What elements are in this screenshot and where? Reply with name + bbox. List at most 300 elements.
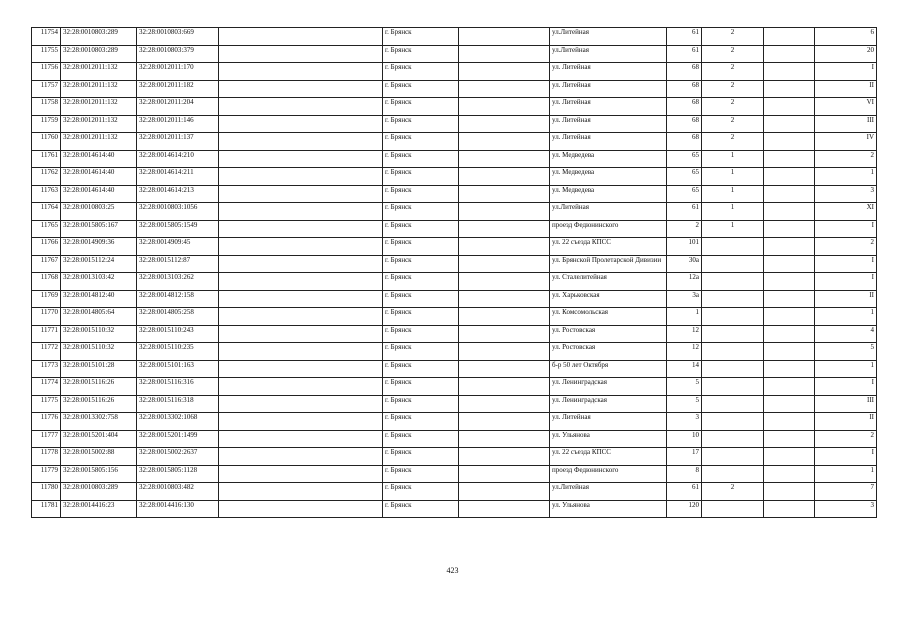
letter-cell xyxy=(764,290,815,308)
premises-number-cell: I xyxy=(815,273,877,291)
building-cell: 1 xyxy=(702,220,764,238)
table-row xyxy=(32,115,877,133)
house-number-cell: 65 xyxy=(667,185,702,203)
row-number-cell: 11765 xyxy=(32,220,61,238)
street-cell: ул. Комсомольская xyxy=(550,308,667,326)
district-cell xyxy=(459,203,550,221)
cadastral-number-cell: 32:28:0010803:482 xyxy=(137,483,219,501)
table-row xyxy=(32,28,877,46)
street-cell: ул. Литейная xyxy=(550,98,667,116)
house-number-cell: 65 xyxy=(667,150,702,168)
premises-number-cell: 6 xyxy=(815,28,877,46)
building-cell xyxy=(702,255,764,273)
object-name-cell xyxy=(219,168,383,186)
letter-cell xyxy=(764,220,815,238)
city-cell: г. Брянск xyxy=(383,150,459,168)
house-number-cell: 10 xyxy=(667,430,702,448)
table-row xyxy=(32,325,877,343)
district-cell xyxy=(459,80,550,98)
cadastral-number-parent-cell: 32:28:0013103:42 xyxy=(61,273,137,291)
letter-cell xyxy=(764,203,815,221)
street-cell: ул. 22 съезда КПСС xyxy=(550,238,667,256)
city-cell: г. Брянск xyxy=(383,448,459,466)
building-cell: 2 xyxy=(702,28,764,46)
cadastral-number-cell: 32:28:0010803:669 xyxy=(137,28,219,46)
building-cell: 1 xyxy=(702,168,764,186)
letter-cell xyxy=(764,150,815,168)
table-row xyxy=(32,63,877,81)
object-name-cell xyxy=(219,115,383,133)
building-cell xyxy=(702,360,764,378)
table-row xyxy=(32,500,877,518)
building-cell: 2 xyxy=(702,80,764,98)
cadastral-number-parent-cell: 32:28:0014805:64 xyxy=(61,308,137,326)
cadastral-number-parent-cell: 32:28:0015116:26 xyxy=(61,395,137,413)
district-cell xyxy=(459,185,550,203)
cadastral-number-parent-cell: 32:28:0015110:32 xyxy=(61,325,137,343)
building-cell: 2 xyxy=(702,483,764,501)
table-row xyxy=(32,430,877,448)
object-name-cell xyxy=(219,255,383,273)
premises-number-cell: 2 xyxy=(815,238,877,256)
cadastral-number-parent-cell: 32:28:0015805:167 xyxy=(61,220,137,238)
table-row xyxy=(32,413,877,431)
district-cell xyxy=(459,28,550,46)
house-number-cell: 2 xyxy=(667,220,702,238)
cadastral-number-cell: 32:28:0014614:210 xyxy=(137,150,219,168)
city-cell: г. Брянск xyxy=(383,500,459,518)
house-number-cell: 68 xyxy=(667,63,702,81)
table-row xyxy=(32,168,877,186)
building-cell: 2 xyxy=(702,63,764,81)
building-cell xyxy=(702,325,764,343)
cadastral-number-parent-cell: 32:28:0014812:40 xyxy=(61,290,137,308)
object-name-cell xyxy=(219,150,383,168)
table-row xyxy=(32,483,877,501)
house-number-cell: 68 xyxy=(667,115,702,133)
letter-cell xyxy=(764,255,815,273)
street-cell: ул. Ленинградская xyxy=(550,395,667,413)
street-cell: ул. Харьковская xyxy=(550,290,667,308)
letter-cell xyxy=(764,45,815,63)
house-number-cell: 5 xyxy=(667,378,702,396)
cadastral-number-parent-cell: 32:28:0015110:32 xyxy=(61,343,137,361)
premises-number-cell: 1 xyxy=(815,360,877,378)
street-cell: ул. Литейная xyxy=(550,80,667,98)
table-row xyxy=(32,238,877,256)
row-number-cell: 11757 xyxy=(32,80,61,98)
object-name-cell xyxy=(219,203,383,221)
cadastral-number-parent-cell: 32:28:0014614:40 xyxy=(61,185,137,203)
letter-cell xyxy=(764,185,815,203)
cadastral-number-parent-cell: 32:28:0012011:132 xyxy=(61,63,137,81)
city-cell: г. Брянск xyxy=(383,395,459,413)
district-cell xyxy=(459,45,550,63)
table-row xyxy=(32,343,877,361)
row-number-cell: 11763 xyxy=(32,185,61,203)
cadastral-number-parent-cell: 32:28:0014909:36 xyxy=(61,238,137,256)
letter-cell xyxy=(764,98,815,116)
premises-number-cell: 20 xyxy=(815,45,877,63)
table-row xyxy=(32,308,877,326)
page-number: 423 xyxy=(446,566,459,575)
district-cell xyxy=(459,220,550,238)
building-cell: 1 xyxy=(702,150,764,168)
district-cell xyxy=(459,115,550,133)
cadastral-number-parent-cell: 32:28:0015116:26 xyxy=(61,378,137,396)
cadastral-number-cell: 32:28:0014416:130 xyxy=(137,500,219,518)
street-cell: ул.Литейная xyxy=(550,45,667,63)
letter-cell xyxy=(764,28,815,46)
building-cell xyxy=(702,413,764,431)
object-name-cell xyxy=(219,273,383,291)
building-cell xyxy=(702,238,764,256)
object-name-cell xyxy=(219,133,383,151)
cadastral-number-cell: 32:28:0014614:213 xyxy=(137,185,219,203)
object-name-cell xyxy=(219,63,383,81)
street-cell: проезд Федюнинского xyxy=(550,220,667,238)
district-cell xyxy=(459,448,550,466)
house-number-cell: 120 xyxy=(667,500,702,518)
cadastral-number-parent-cell: 32:28:0012011:132 xyxy=(61,98,137,116)
city-cell: г. Брянск xyxy=(383,290,459,308)
row-number-cell: 11771 xyxy=(32,325,61,343)
building-cell: 2 xyxy=(702,98,764,116)
city-cell: г. Брянск xyxy=(383,343,459,361)
object-name-cell xyxy=(219,220,383,238)
street-cell: ул. Ульянова xyxy=(550,500,667,518)
house-number-cell: 30а xyxy=(667,255,702,273)
row-number-cell: 11761 xyxy=(32,150,61,168)
object-name-cell xyxy=(219,483,383,501)
house-number-cell: 17 xyxy=(667,448,702,466)
object-name-cell xyxy=(219,378,383,396)
street-cell: ул.Литейная xyxy=(550,203,667,221)
row-number-cell: 11779 xyxy=(32,465,61,483)
street-cell: ул. Ульянова xyxy=(550,430,667,448)
street-cell: ул. Литейная xyxy=(550,63,667,81)
cadastral-number-cell: 32:28:0015201:1499 xyxy=(137,430,219,448)
street-cell: ул. 22 съезда КПСС xyxy=(550,448,667,466)
table-body xyxy=(32,28,877,518)
city-cell: г. Брянск xyxy=(383,80,459,98)
premises-number-cell: XI xyxy=(815,203,877,221)
district-cell xyxy=(459,465,550,483)
city-cell: г. Брянск xyxy=(383,168,459,186)
city-cell: г. Брянск xyxy=(383,98,459,116)
premises-number-cell: 5 xyxy=(815,343,877,361)
letter-cell xyxy=(764,238,815,256)
premises-number-cell: III xyxy=(815,395,877,413)
premises-number-cell: IV xyxy=(815,133,877,151)
cadastral-number-parent-cell: 32:28:0010803:289 xyxy=(61,483,137,501)
house-number-cell: 3а xyxy=(667,290,702,308)
premises-number-cell: 1 xyxy=(815,168,877,186)
city-cell: г. Брянск xyxy=(383,238,459,256)
building-cell xyxy=(702,395,764,413)
district-cell xyxy=(459,63,550,81)
city-cell: г. Брянск xyxy=(383,133,459,151)
house-number-cell: 61 xyxy=(667,28,702,46)
table-row xyxy=(32,448,877,466)
cadastral-number-cell: 32:28:0014812:158 xyxy=(137,290,219,308)
district-cell xyxy=(459,378,550,396)
street-cell: ул. Медведева xyxy=(550,168,667,186)
district-cell xyxy=(459,413,550,431)
letter-cell xyxy=(764,308,815,326)
cadastral-number-parent-cell: 32:28:0010803:289 xyxy=(61,28,137,46)
house-number-cell: 8 xyxy=(667,465,702,483)
cadastral-number-cell: 32:28:0015116:316 xyxy=(137,378,219,396)
cadastral-number-cell: 32:28:0012011:182 xyxy=(137,80,219,98)
building-cell xyxy=(702,308,764,326)
city-cell: г. Брянск xyxy=(383,430,459,448)
cadastral-number-parent-cell: 32:28:0012011:132 xyxy=(61,115,137,133)
district-cell xyxy=(459,483,550,501)
row-number-cell: 11778 xyxy=(32,448,61,466)
cadastral-number-cell: 32:28:0014614:211 xyxy=(137,168,219,186)
premises-number-cell: VI xyxy=(815,98,877,116)
street-cell: ул.Литейная xyxy=(550,483,667,501)
house-number-cell: 61 xyxy=(667,45,702,63)
object-name-cell xyxy=(219,500,383,518)
district-cell xyxy=(459,360,550,378)
premises-number-cell: 3 xyxy=(815,500,877,518)
house-number-cell: 1 xyxy=(667,308,702,326)
cadastral-number-parent-cell: 32:28:0015805:156 xyxy=(61,465,137,483)
cadastral-number-parent-cell: 32:28:0013302:758 xyxy=(61,413,137,431)
street-cell: ул. Ростовская xyxy=(550,343,667,361)
object-name-cell xyxy=(219,360,383,378)
object-name-cell xyxy=(219,238,383,256)
letter-cell xyxy=(764,273,815,291)
cadastral-number-parent-cell: 32:28:0014416:23 xyxy=(61,500,137,518)
row-number-cell: 11769 xyxy=(32,290,61,308)
premises-number-cell: 2 xyxy=(815,150,877,168)
cadastral-number-cell: 32:28:0015002:2637 xyxy=(137,448,219,466)
row-number-cell: 11754 xyxy=(32,28,61,46)
cadastral-number-cell: 32:28:0012011:170 xyxy=(137,63,219,81)
cadastral-number-parent-cell: 32:28:0010803:25 xyxy=(61,203,137,221)
building-cell: 1 xyxy=(702,203,764,221)
cadastral-number-cell: 32:28:0010803:1056 xyxy=(137,203,219,221)
street-cell: ул. Ленинградская xyxy=(550,378,667,396)
district-cell xyxy=(459,273,550,291)
premises-number-cell: II xyxy=(815,290,877,308)
street-cell: ул.Литейная xyxy=(550,28,667,46)
row-number-cell: 11759 xyxy=(32,115,61,133)
district-cell xyxy=(459,133,550,151)
table-row xyxy=(32,133,877,151)
object-name-cell xyxy=(219,325,383,343)
letter-cell xyxy=(764,395,815,413)
street-cell: ул. Ростовская xyxy=(550,325,667,343)
row-number-cell: 11766 xyxy=(32,238,61,256)
object-name-cell xyxy=(219,185,383,203)
house-number-cell: 101 xyxy=(667,238,702,256)
district-cell xyxy=(459,343,550,361)
letter-cell xyxy=(764,168,815,186)
cadastral-number-cell: 32:28:0012011:137 xyxy=(137,133,219,151)
city-cell: г. Брянск xyxy=(383,465,459,483)
district-cell xyxy=(459,308,550,326)
letter-cell xyxy=(764,483,815,501)
cadastral-number-parent-cell: 32:28:0012011:132 xyxy=(61,80,137,98)
house-number-cell: 12 xyxy=(667,325,702,343)
letter-cell xyxy=(764,448,815,466)
table-row xyxy=(32,290,877,308)
city-cell: г. Брянск xyxy=(383,255,459,273)
street-cell: ул. Медведева xyxy=(550,150,667,168)
row-number-cell: 11772 xyxy=(32,343,61,361)
cadastral-number-parent-cell: 32:28:0015112:24 xyxy=(61,255,137,273)
district-cell xyxy=(459,290,550,308)
table-row xyxy=(32,185,877,203)
cadastral-number-parent-cell: 32:28:0014614:40 xyxy=(61,150,137,168)
cadastral-number-cell: 32:28:0015112:87 xyxy=(137,255,219,273)
cadastral-number-cell: 32:28:0015110:235 xyxy=(137,343,219,361)
premises-number-cell: I xyxy=(815,220,877,238)
cadastral-number-cell: 32:28:0014805:258 xyxy=(137,308,219,326)
house-number-cell: 65 xyxy=(667,168,702,186)
city-cell: г. Брянск xyxy=(383,378,459,396)
street-cell: ул. Литейная xyxy=(550,133,667,151)
table-row xyxy=(32,395,877,413)
table-row xyxy=(32,255,877,273)
building-cell xyxy=(702,273,764,291)
premises-number-cell: 3 xyxy=(815,185,877,203)
city-cell: г. Брянск xyxy=(383,360,459,378)
cadastral-number-parent-cell: 32:28:0015002:88 xyxy=(61,448,137,466)
building-cell: 2 xyxy=(702,115,764,133)
cadastral-number-cell: 32:28:0012011:204 xyxy=(137,98,219,116)
street-cell: б-р 50 лет Октября xyxy=(550,360,667,378)
house-number-cell: 61 xyxy=(667,203,702,221)
premises-number-cell: I xyxy=(815,448,877,466)
premises-number-cell: I xyxy=(815,378,877,396)
district-cell xyxy=(459,325,550,343)
letter-cell xyxy=(764,413,815,431)
row-number-cell: 11762 xyxy=(32,168,61,186)
cadastral-number-cell: 32:28:0015116:318 xyxy=(137,395,219,413)
premises-number-cell: I xyxy=(815,255,877,273)
building-cell: 1 xyxy=(702,185,764,203)
district-cell xyxy=(459,500,550,518)
row-number-cell: 11776 xyxy=(32,413,61,431)
table-row xyxy=(32,98,877,116)
letter-cell xyxy=(764,63,815,81)
cadastral-number-cell: 32:28:0013302:1068 xyxy=(137,413,219,431)
row-number-cell: 11777 xyxy=(32,430,61,448)
row-number-cell: 11768 xyxy=(32,273,61,291)
house-number-cell: 12 xyxy=(667,343,702,361)
table-row xyxy=(32,150,877,168)
cadastral-number-cell: 32:28:0015101:163 xyxy=(137,360,219,378)
building-cell: 2 xyxy=(702,45,764,63)
city-cell: г. Брянск xyxy=(383,273,459,291)
object-name-cell xyxy=(219,98,383,116)
letter-cell xyxy=(764,430,815,448)
cadastral-number-cell: 32:28:0010803:379 xyxy=(137,45,219,63)
table-row xyxy=(32,378,877,396)
cadastral-number-parent-cell: 32:28:0010803:289 xyxy=(61,45,137,63)
object-name-cell xyxy=(219,28,383,46)
building-cell: 2 xyxy=(702,133,764,151)
building-cell xyxy=(702,500,764,518)
premises-number-cell: I xyxy=(815,63,877,81)
cadastral-number-cell: 32:28:0015110:243 xyxy=(137,325,219,343)
city-cell: г. Брянск xyxy=(383,28,459,46)
building-cell xyxy=(702,378,764,396)
row-number-cell: 11773 xyxy=(32,360,61,378)
letter-cell xyxy=(764,360,815,378)
city-cell: г. Брянск xyxy=(383,483,459,501)
street-cell: ул. Литейная xyxy=(550,115,667,133)
premises-number-cell: 1 xyxy=(815,465,877,483)
house-number-cell: 14 xyxy=(667,360,702,378)
letter-cell xyxy=(764,465,815,483)
object-name-cell xyxy=(219,45,383,63)
row-number-cell: 11770 xyxy=(32,308,61,326)
building-cell xyxy=(702,465,764,483)
street-cell: ул. Литейная xyxy=(550,413,667,431)
object-name-cell xyxy=(219,465,383,483)
house-number-cell: 3 xyxy=(667,413,702,431)
district-cell xyxy=(459,238,550,256)
district-cell xyxy=(459,255,550,273)
row-number-cell: 11781 xyxy=(32,500,61,518)
cadastral-number-cell: 32:28:0015805:1128 xyxy=(137,465,219,483)
street-cell: ул. Сталелитейная xyxy=(550,273,667,291)
table-row xyxy=(32,273,877,291)
row-number-cell: 11774 xyxy=(32,378,61,396)
premises-number-cell: 1 xyxy=(815,308,877,326)
house-number-cell: 68 xyxy=(667,133,702,151)
register-table xyxy=(31,27,877,518)
house-number-cell: 5 xyxy=(667,395,702,413)
letter-cell xyxy=(764,343,815,361)
letter-cell xyxy=(764,133,815,151)
object-name-cell xyxy=(219,430,383,448)
cadastral-number-parent-cell: 32:28:0012011:132 xyxy=(61,133,137,151)
table-row xyxy=(32,80,877,98)
letter-cell xyxy=(764,80,815,98)
cadastral-number-parent-cell: 32:28:0014614:40 xyxy=(61,168,137,186)
city-cell: г. Брянск xyxy=(383,115,459,133)
row-number-cell: 11756 xyxy=(32,63,61,81)
building-cell xyxy=(702,290,764,308)
city-cell: г. Брянск xyxy=(383,325,459,343)
street-cell: ул. Брянской Пролетарской Дивизии xyxy=(550,255,667,273)
building-cell xyxy=(702,343,764,361)
city-cell: г. Брянск xyxy=(383,203,459,221)
row-number-cell: 11767 xyxy=(32,255,61,273)
premises-number-cell: 4 xyxy=(815,325,877,343)
house-number-cell: 12а xyxy=(667,273,702,291)
letter-cell xyxy=(764,115,815,133)
row-number-cell: 11775 xyxy=(32,395,61,413)
cadastral-number-cell: 32:28:0012011:146 xyxy=(137,115,219,133)
cadastral-number-cell: 32:28:0015805:1549 xyxy=(137,220,219,238)
building-cell xyxy=(702,430,764,448)
object-name-cell xyxy=(219,290,383,308)
premises-number-cell: 2 xyxy=(815,430,877,448)
city-cell: г. Брянск xyxy=(383,308,459,326)
city-cell: г. Брянск xyxy=(383,413,459,431)
object-name-cell xyxy=(219,80,383,98)
street-cell: проезд Федюнинского xyxy=(550,465,667,483)
district-cell xyxy=(459,430,550,448)
